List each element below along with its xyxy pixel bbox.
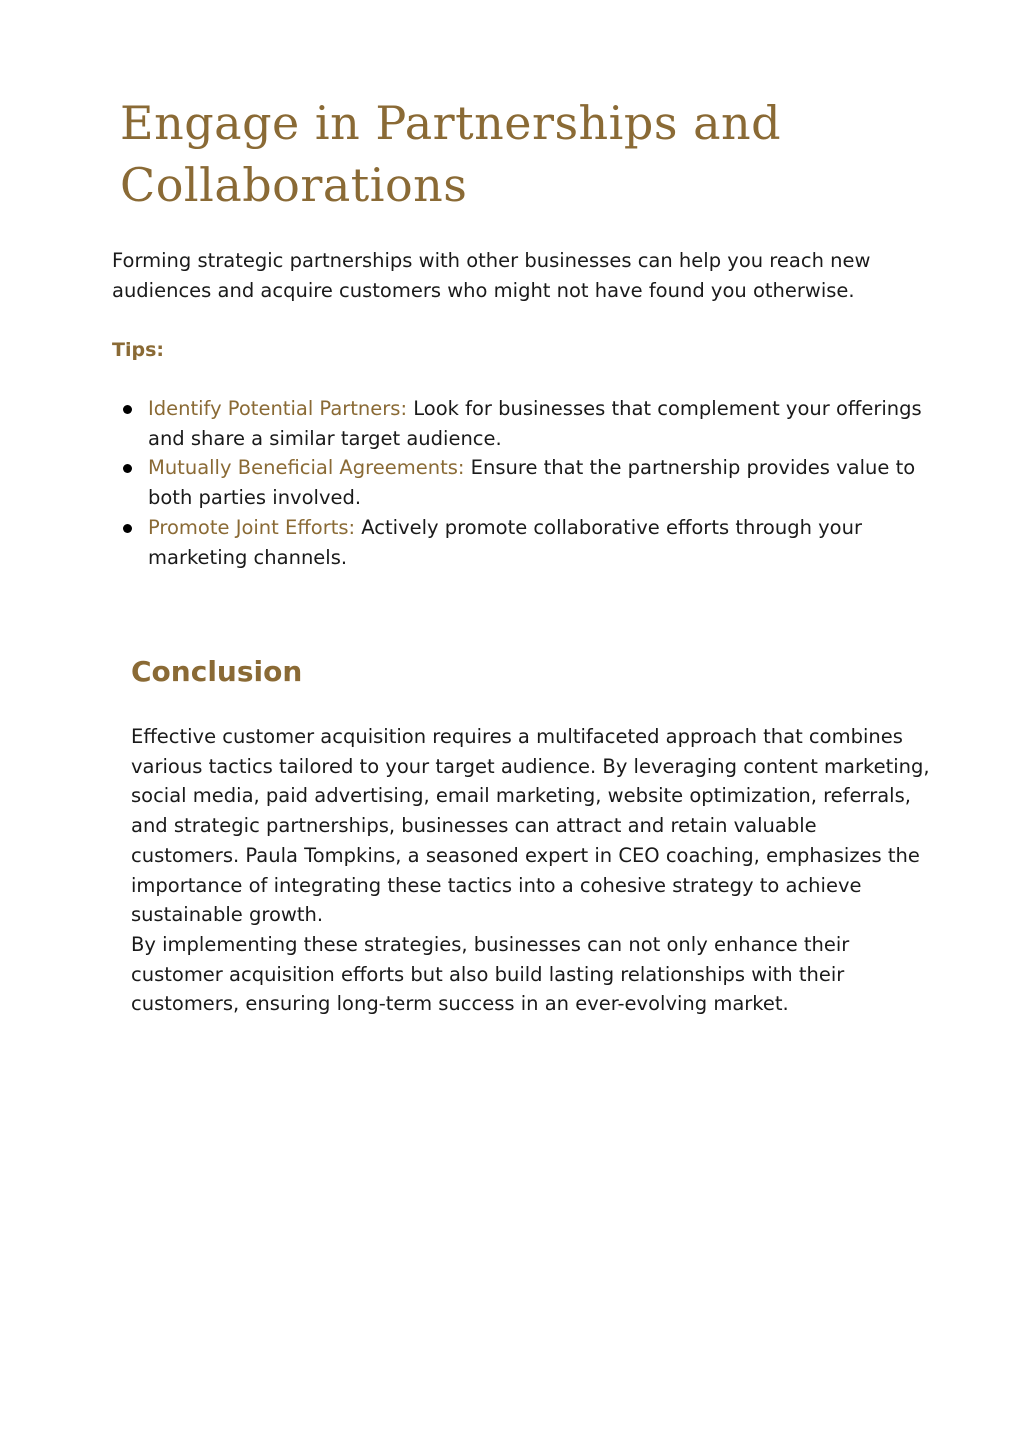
conclusion-paragraph-1: Effective customer acquisition requires a multifaceted approach that combines various tactics tailored to your target audience. By leveraging content marketing, social media, paid advertising, email marketing, website optimization, referrals, and strategic partnerships, businesses can attract and retain valuable customers. Paula Tompkins, a seasoned expert in CEO coaching, emphasizes the importance of integrating these tactics into a cohesive strategy to achieve sustainable growth. bbox=[131, 725, 930, 927]
tip-text: Actively promote collaborative efforts through your marketing channels. bbox=[148, 515, 862, 569]
tip-item bbox=[112, 453, 922, 512]
page-title bbox=[120, 92, 880, 216]
intro-paragraph: Forming strategic partnerships with other businesses can help you reach new audiences and acquire customers who might not have found you otherwise. bbox=[112, 249, 871, 302]
title-line-1: Engage in Partnerships and bbox=[120, 96, 782, 150]
tip-heading: Mutually Beneficial Agreements: bbox=[148, 456, 465, 480]
tips-label: Tips: bbox=[112, 339, 164, 361]
conclusion-body bbox=[131, 722, 931, 1019]
tip-item bbox=[112, 513, 922, 572]
tip-text: Ensure that the partnership provides value to both parties involved. bbox=[148, 456, 916, 510]
title-line-2: Collaborations bbox=[120, 158, 468, 212]
bullet-icon bbox=[123, 524, 132, 533]
conclusion-heading: Conclusion bbox=[131, 655, 303, 688]
bullet-icon bbox=[123, 405, 132, 414]
bullet-icon bbox=[123, 464, 132, 473]
tip-heading: Identify Potential Partners: bbox=[148, 397, 408, 420]
tip-heading: Promote Joint Efforts: bbox=[148, 515, 356, 539]
tip-text: Look for businesses that complement your offerings and share a similar target audience. bbox=[148, 397, 922, 450]
tip-item bbox=[112, 394, 922, 453]
conclusion-paragraph-2: By implementing these strategies, businesses can not only enhance their customer acquisition efforts but also build lasting relationships with their customers, ensuring long-term success in an ever-evolving market. bbox=[131, 932, 850, 1016]
tips-list bbox=[112, 394, 922, 572]
